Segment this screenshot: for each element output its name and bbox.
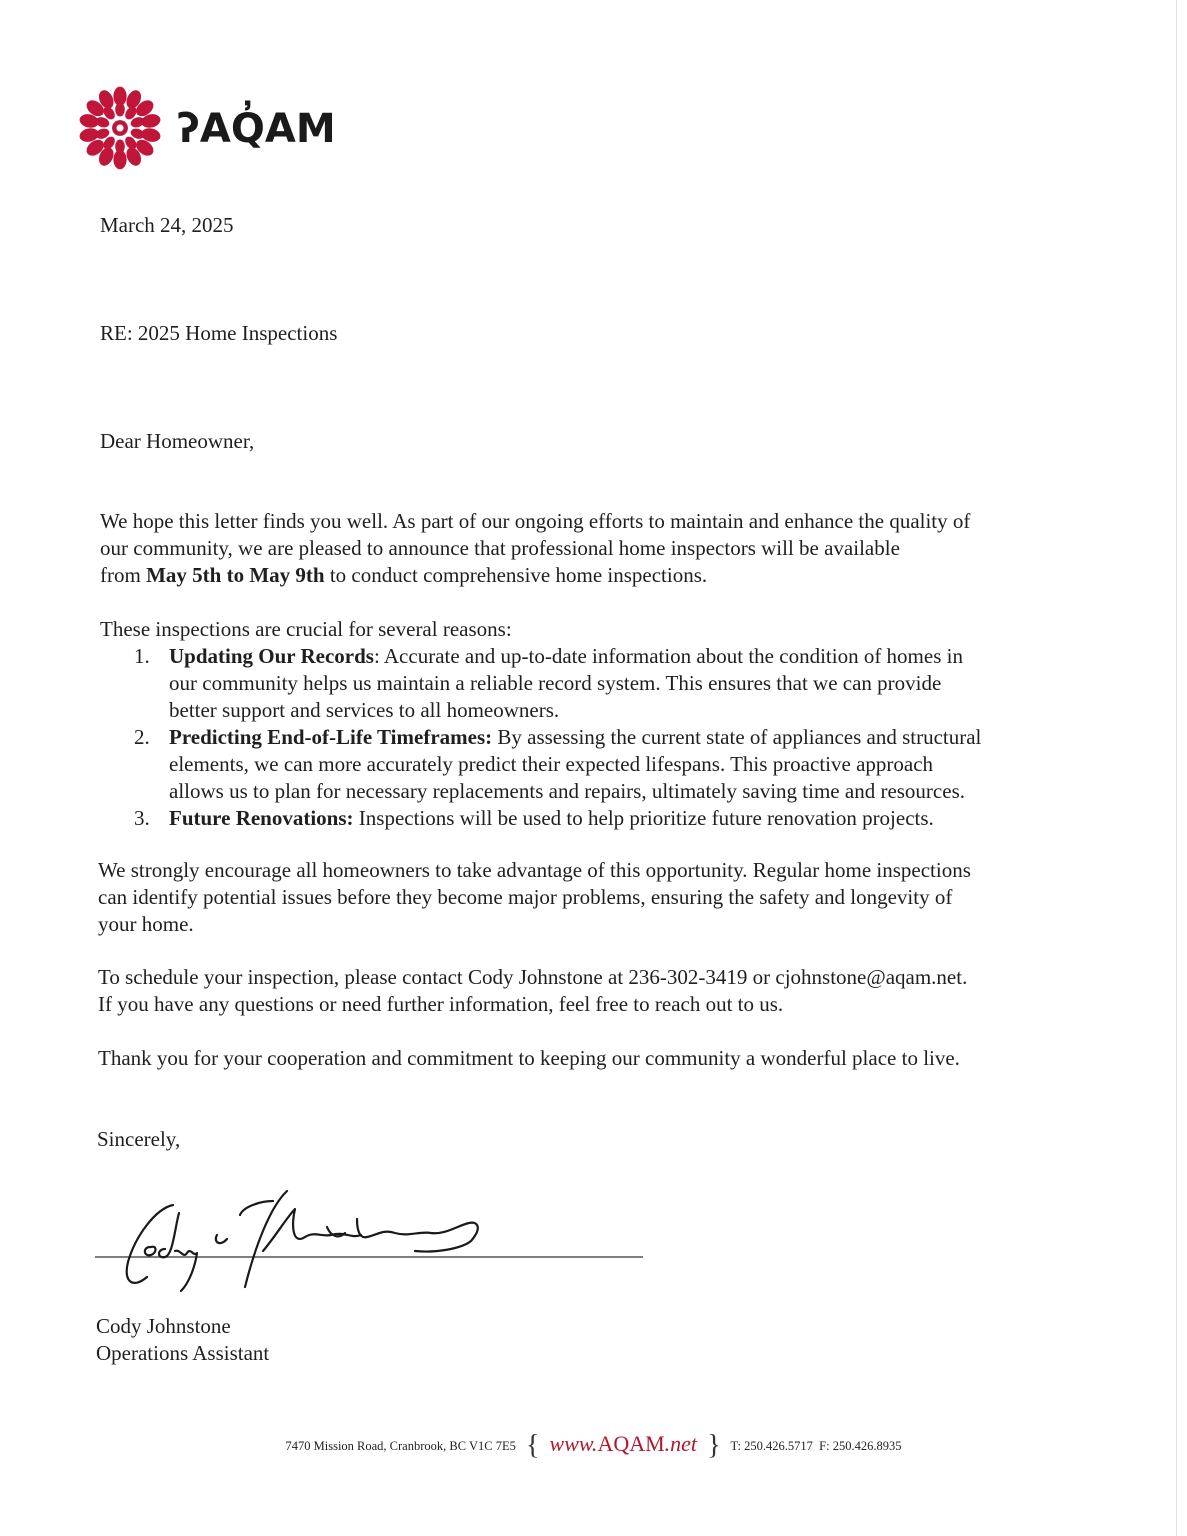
list-item [134, 805, 981, 832]
list-item-title: Updating Our Records [169, 644, 374, 668]
reasons-list [134, 643, 981, 832]
footer-website [550, 1431, 698, 1456]
flower-petal [115, 139, 125, 153]
footer-phone: T: 250.426.5717 [730, 1439, 813, 1453]
intro-line: We hope this letter finds you well. As part of our ongoing efforts to maintain and enhance the quality of [100, 509, 971, 533]
page-edge [1176, 0, 1177, 1536]
encourage-paragraph [98, 857, 971, 938]
contact-line: To schedule your inspection, please contact Cody Johnstone at 236-302-3419 or cjohnstone@aqam.net. [98, 965, 968, 989]
logo-wordmark: ʔAQ̓AM [177, 106, 336, 152]
list-item-title: Predicting End-of-Life Timeframes: [169, 725, 493, 749]
signer-name: Cody Johnstone [96, 1314, 231, 1338]
signature-image [95, 1187, 645, 1297]
list-item [134, 724, 981, 805]
list-item-text: better support and services to all homeowners. [169, 698, 560, 722]
list-item [134, 643, 981, 724]
intro-paragraph [100, 508, 970, 589]
list-number: 1. [134, 644, 150, 668]
flower-logo-icon [76, 84, 164, 172]
site-prefix: www. [549, 1431, 598, 1456]
intro-line: our community, we are pleased to announce that professional home inspectors will be available [100, 536, 900, 560]
intro-rest: to conduct comprehensive home inspections. [324, 563, 708, 587]
letter-date: March 24, 2025 [100, 213, 234, 237]
list-number: 3. [134, 806, 150, 830]
flower-petal [115, 102, 125, 116]
letterhead-footer [0, 1430, 1187, 1462]
thanks-line: Thank you for your cooperation and commitment to keeping our community a wonderful place to live. [98, 1046, 960, 1070]
footer-fax: F: 250.426.8935 [819, 1439, 902, 1453]
contact-line: If you have any questions or need further information, feel free to reach out to us. [98, 992, 784, 1016]
list-item-text: By assessing the current state of appliances and structural [492, 725, 982, 749]
list-item-title: Future Renovations: [169, 806, 354, 830]
closing: Sincerely, [97, 1127, 181, 1151]
list-item-text: allows us to plan for necessary replacements and repairs, ultimately saving time and resources. [169, 779, 965, 803]
list-item-text: our community helps us maintain a reliable record system. This ensures that we can provide [169, 671, 942, 695]
encourage-line: can identify potential issues before they become major problems, ensuring the safety and longevity of [98, 885, 953, 909]
inspection-dates: May 5th to May 9th [146, 563, 325, 587]
signer-title: Operations Assistant [96, 1341, 270, 1365]
site-suffix: .net [664, 1431, 698, 1456]
site-name: AQAM [597, 1431, 665, 1456]
contact-paragraph [98, 964, 967, 1018]
encourage-line: your home. [98, 912, 194, 936]
right-brace-icon: } [707, 1430, 721, 1461]
salutation: Dear Homeowner, [100, 429, 255, 453]
list-item-text: Inspections will be used to help prioritize future renovation projects. [353, 806, 934, 830]
letter-subject: RE: 2025 Home Inspections [100, 321, 338, 345]
encourage-line: We strongly encourage all homeowners to take advantage of this opportunity. Regular home inspections [98, 858, 971, 882]
list-item-text: elements, we can more accurately predict their expected lifespans. This proactive approach [169, 752, 934, 776]
intro-line [100, 562, 970, 589]
left-brace-icon: { [525, 1430, 540, 1461]
intro-from: from [100, 563, 147, 587]
list-number: 2. [134, 725, 150, 749]
reasons-lead: These inspections are crucial for several reasons: [100, 617, 512, 641]
logo [76, 84, 366, 172]
footer-address: 7470 Mission Road, Cranbrook, BC V1C 7E5 [285, 1439, 516, 1453]
list-item-text: : Accurate and up-to-date information about the condition of homes in [373, 644, 963, 668]
